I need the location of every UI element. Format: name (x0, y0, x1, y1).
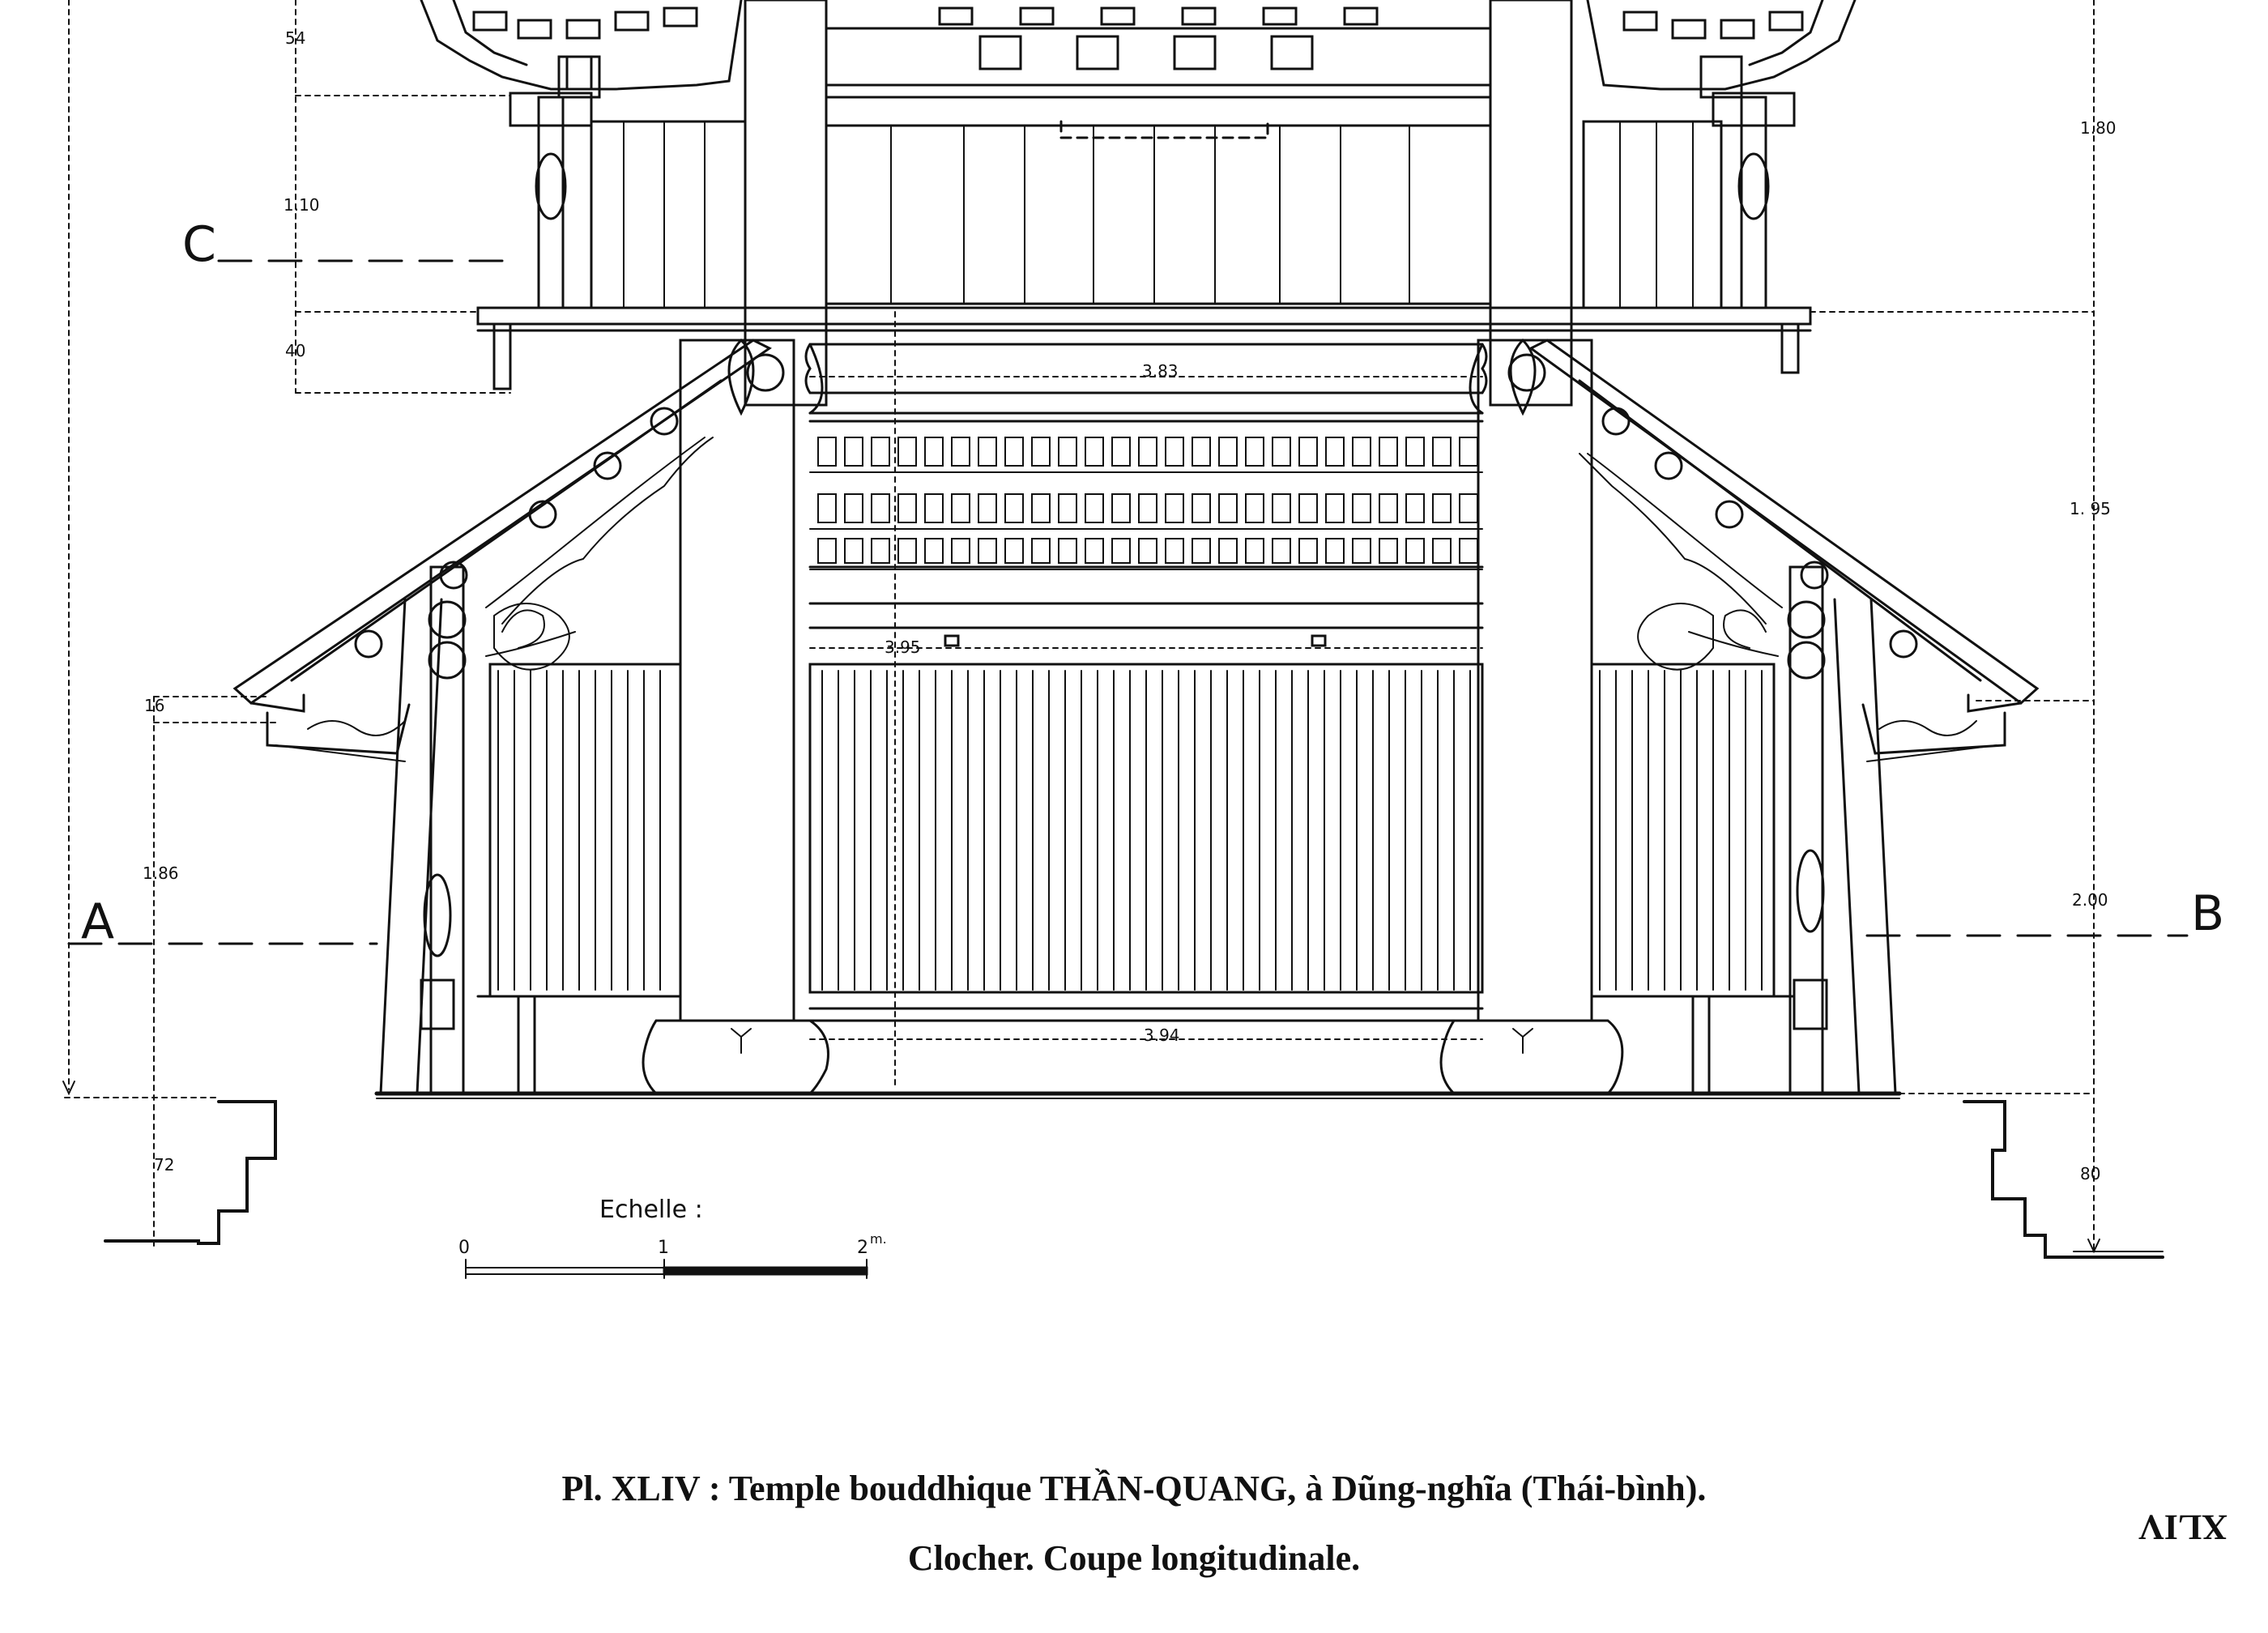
scale-tick-2: 2 (857, 1238, 868, 1258)
lattice-cell (1032, 539, 1050, 563)
lattice-cell (1085, 539, 1103, 563)
right-roof (1531, 340, 2037, 761)
lattice-cell (845, 539, 863, 563)
lattice-cell (1059, 494, 1076, 522)
lattice-cell (1299, 437, 1317, 466)
lattice-cell (1112, 437, 1130, 466)
lattice-cell (1219, 437, 1237, 466)
lattice-cell (898, 539, 916, 563)
lattice-cell (818, 494, 836, 522)
lattice-cell (1460, 437, 1477, 466)
lattice-cell (1326, 494, 1344, 522)
lattice-cell (1379, 437, 1397, 466)
lattice-cell (1059, 437, 1076, 466)
lattice-cell (1433, 437, 1451, 466)
lattice-cell (952, 539, 970, 563)
scale-tick-0: 0 (458, 1238, 470, 1258)
lattice-cell (1246, 539, 1264, 563)
lattice-cell (1433, 539, 1451, 563)
lattice-cell (1326, 437, 1344, 466)
plate-number: XLIV (2138, 1507, 2228, 1547)
lattice-cell (818, 437, 836, 466)
central-bay (806, 344, 1486, 1021)
dimension-label: 16 (144, 696, 165, 715)
lattice-cell (1379, 494, 1397, 522)
scale-unit: m. (870, 1231, 887, 1247)
lattice-cell (1219, 539, 1237, 563)
dimension-label: 40 (285, 341, 306, 360)
lattice-cell (1299, 539, 1317, 563)
lattice-cell (978, 437, 996, 466)
lattice-cell (1192, 437, 1210, 466)
lattice-cell (1166, 494, 1183, 522)
lattice-cell (1273, 494, 1290, 522)
lattice-cell (1406, 539, 1424, 563)
lattice-cell (1246, 437, 1264, 466)
lattice-cell (1460, 539, 1477, 563)
lattice-cell (1059, 539, 1076, 563)
lattice-cell (872, 539, 889, 563)
lattice-cell (1085, 494, 1103, 522)
lattice-cell (925, 494, 943, 522)
section-mark-c: C (182, 216, 216, 273)
lattice-cell (1166, 437, 1183, 466)
lattice-cell (1246, 494, 1264, 522)
dimension-label: 1. 95 (2070, 499, 2111, 518)
dimension-label: 1.86 (143, 863, 179, 883)
lattice-cell (1139, 494, 1157, 522)
plate-title: Pl. XLIV : Temple bouddhique THẦN-QUANG, à Dũng-nghĩa (Thái-bình). (561, 1469, 1707, 1508)
lattice-cell (1166, 539, 1183, 563)
lattice-cell (1005, 437, 1023, 466)
lattice-cell (1032, 437, 1050, 466)
lattice-cell (1192, 494, 1210, 522)
lattice-cell (952, 437, 970, 466)
lattice-cell (1273, 437, 1290, 466)
lattice-cell (818, 539, 836, 563)
left-roof (235, 340, 770, 761)
lattice-cell (1379, 539, 1397, 563)
lattice-cell (925, 539, 943, 563)
scale-bar (466, 1260, 867, 1278)
scale-title: Echelle : (599, 1196, 703, 1224)
lattice-cell (1353, 437, 1371, 466)
dimension-label: 3.94 (1144, 1025, 1180, 1045)
lattice-cell (1192, 539, 1210, 563)
lattice-cell (1112, 494, 1130, 522)
lattice-cell (1406, 437, 1424, 466)
lattice-cell (1005, 494, 1023, 522)
lattice-cell (1433, 494, 1451, 522)
lattice-cell (1139, 539, 1157, 563)
lattice-cell (1353, 494, 1371, 522)
lattice-cell (845, 494, 863, 522)
plate-subtitle: Clocher. Coupe longitudinale. (907, 1538, 1361, 1578)
side-bays (381, 567, 1895, 1094)
dimension-label: 54 (285, 28, 306, 48)
plinth (105, 1094, 2163, 1257)
main-columns (643, 340, 1622, 1094)
lattice-cell (872, 494, 889, 522)
lattice-cell (845, 437, 863, 466)
lattice-cell (872, 437, 889, 466)
dimension-label: 72 (154, 1155, 175, 1175)
lattice-cell (1273, 539, 1290, 563)
lattice-cell (1460, 494, 1477, 522)
section-mark-a: A (81, 893, 115, 950)
lattice-cell (1353, 539, 1371, 563)
lattice-cell (978, 494, 996, 522)
lattice-cell (1112, 539, 1130, 563)
lattice-cell (925, 437, 943, 466)
dimension-label: 3.83 (1142, 361, 1179, 381)
lattice-cell (1326, 539, 1344, 563)
lattice-cell (1085, 437, 1103, 466)
lattice-cell (898, 437, 916, 466)
lattice-cell (1406, 494, 1424, 522)
lattice-cell (1139, 437, 1157, 466)
dimension-label: 3.95 (885, 637, 921, 657)
lattice-cell (1219, 494, 1237, 522)
lattice-cell (1005, 539, 1023, 563)
lattice-cell (952, 494, 970, 522)
lattice-cell (978, 539, 996, 563)
dimension-label: 1.80 (2080, 118, 2117, 138)
scale-tick-1: 1 (658, 1238, 669, 1258)
dimension-label: 2.00 (2072, 890, 2108, 910)
lattice-cell (898, 494, 916, 522)
lattice-cell (1032, 494, 1050, 522)
dimension-label: 80 (2080, 1164, 2101, 1183)
dimension-label: 1.10 (284, 195, 320, 215)
lattice-cell (1299, 494, 1317, 522)
section-mark-b: B (2191, 885, 2225, 942)
